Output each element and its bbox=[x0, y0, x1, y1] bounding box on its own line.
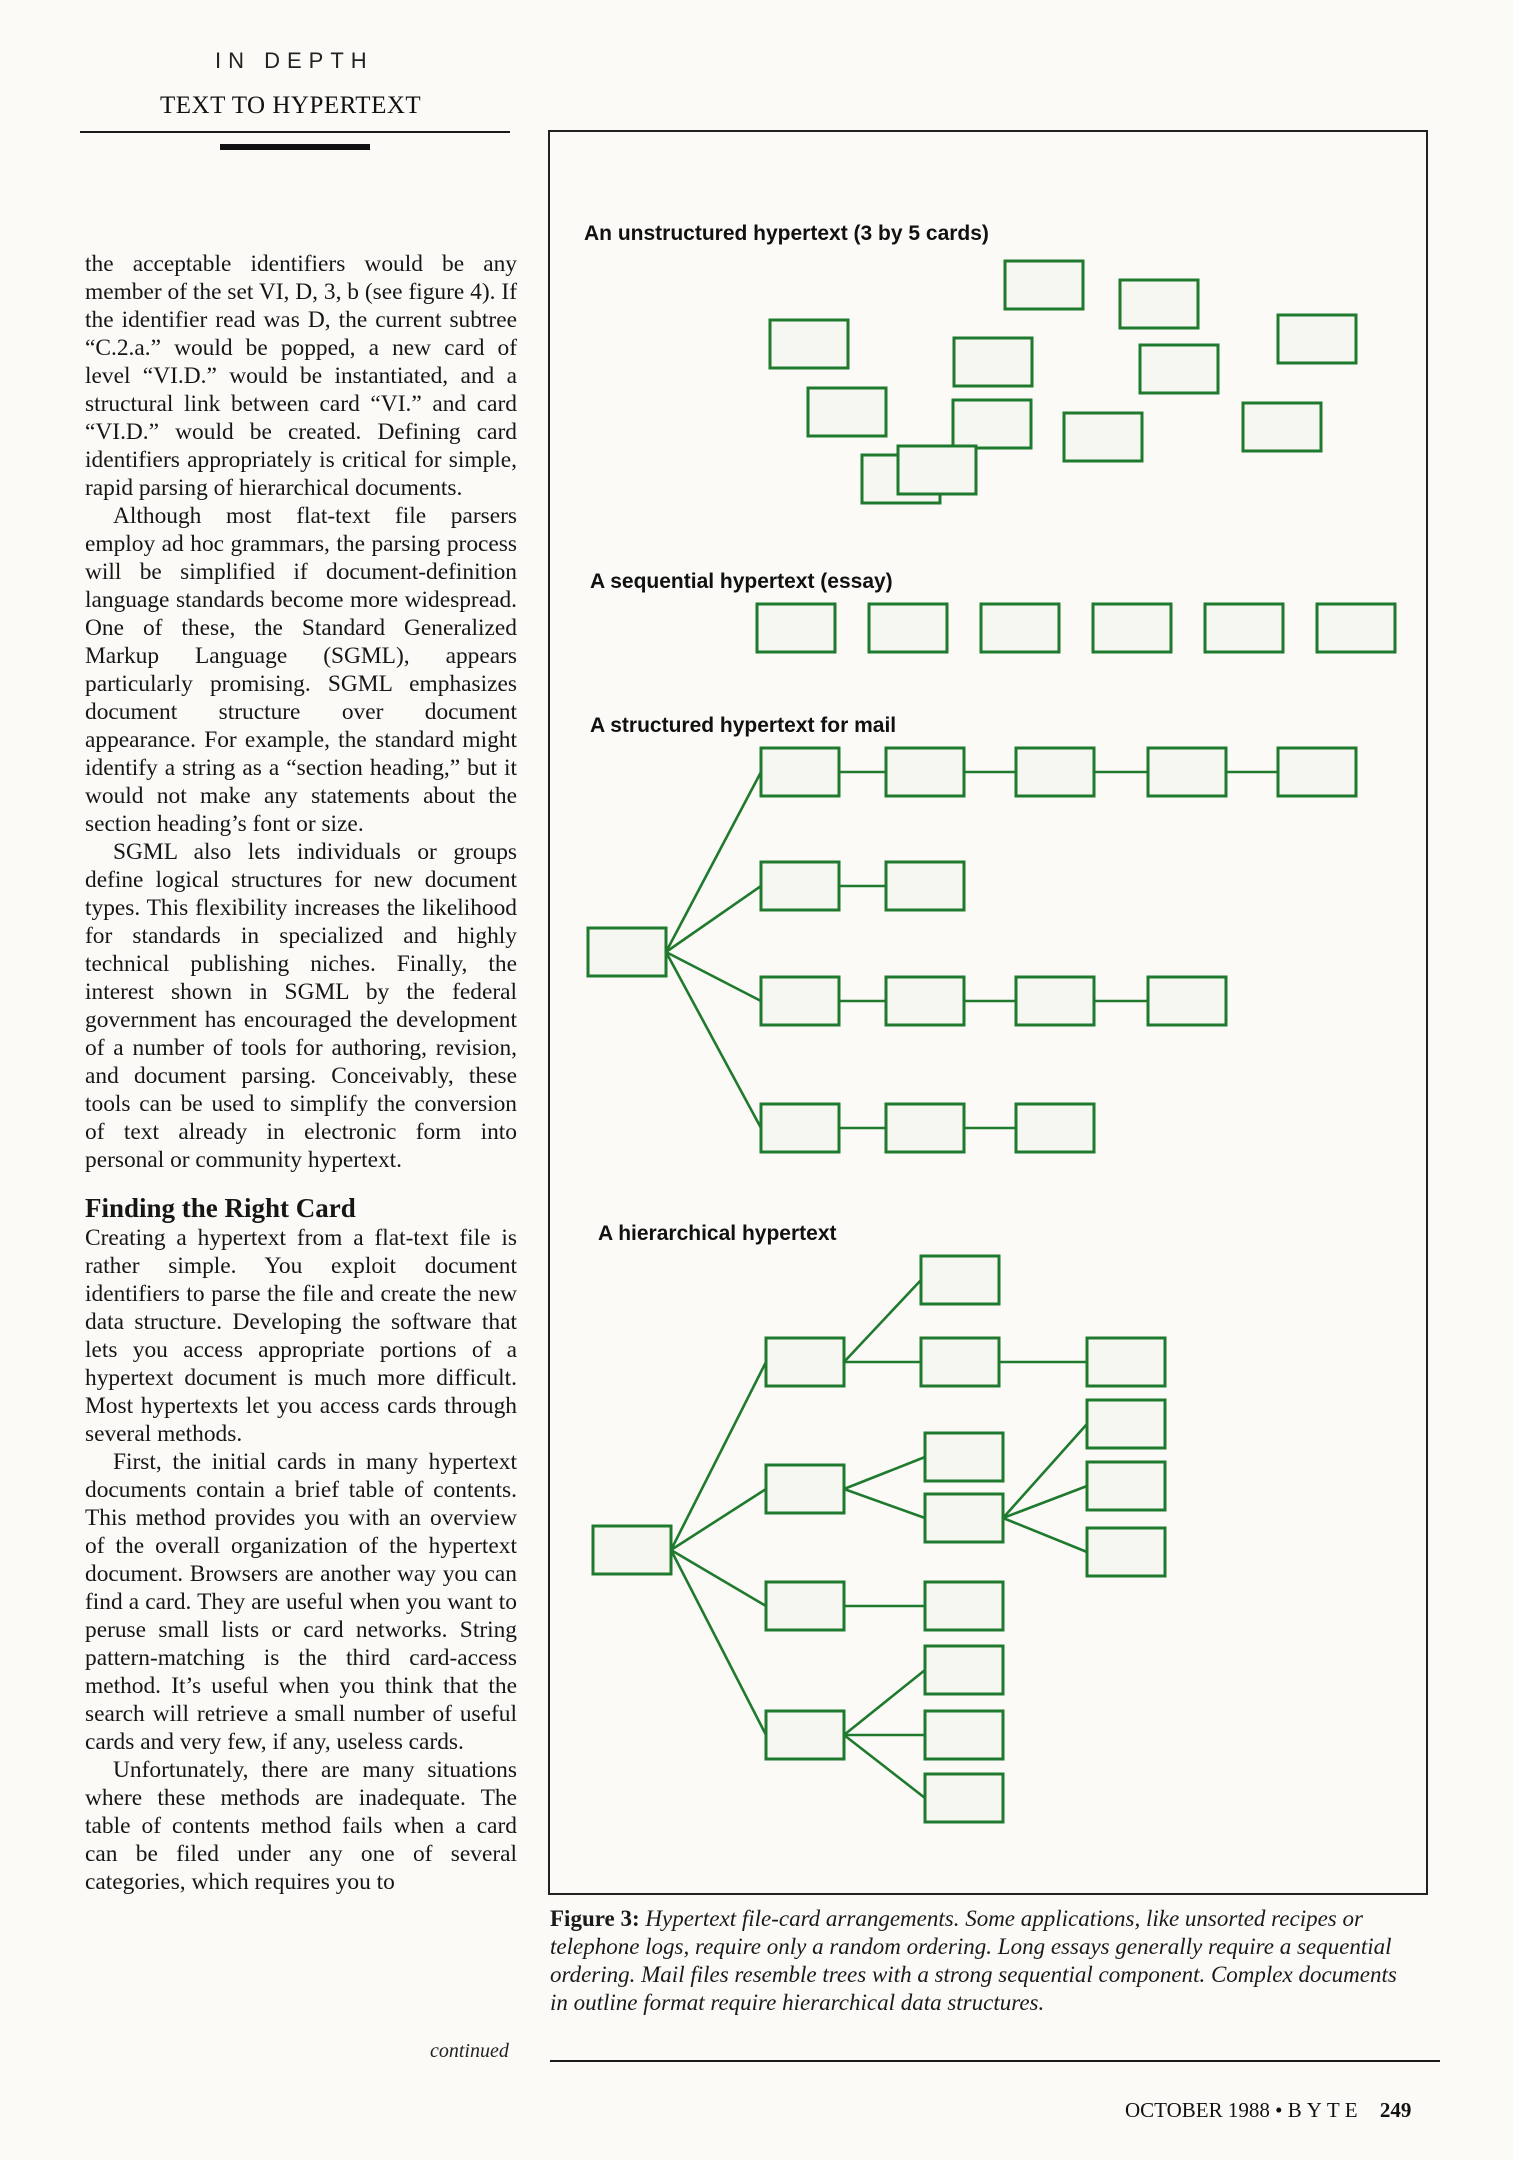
hierarchical-tree bbox=[593, 1256, 1165, 1822]
link bbox=[666, 772, 761, 952]
sequential-cards bbox=[757, 604, 1395, 652]
label-hierarchical: A hierarchical hypertext bbox=[598, 1222, 837, 1245]
card bbox=[766, 1582, 844, 1630]
card bbox=[981, 604, 1059, 652]
card bbox=[761, 862, 839, 910]
card bbox=[925, 1433, 1003, 1481]
card bbox=[766, 1465, 844, 1513]
continued-note: continued bbox=[430, 2040, 509, 2062]
subheading: Finding the Right Card bbox=[85, 1193, 356, 1223]
card bbox=[1278, 748, 1356, 796]
link bbox=[671, 1362, 766, 1550]
card bbox=[953, 400, 1031, 448]
card bbox=[761, 748, 839, 796]
card bbox=[921, 1338, 999, 1386]
footer-date: OCTOBER 1988 • bbox=[1125, 2098, 1283, 2122]
card bbox=[1087, 1400, 1165, 1448]
card bbox=[1278, 315, 1356, 363]
label-unstructured: An unstructured hypertext (3 by 5 cards) bbox=[584, 222, 989, 245]
card bbox=[1064, 413, 1142, 461]
card bbox=[1093, 604, 1171, 652]
card bbox=[1016, 748, 1094, 796]
card bbox=[757, 604, 835, 652]
card bbox=[1243, 403, 1321, 451]
card bbox=[770, 320, 848, 368]
card bbox=[921, 1256, 999, 1304]
footer-magazine: BYTE bbox=[1287, 2098, 1363, 2122]
card bbox=[588, 928, 666, 976]
link bbox=[844, 1280, 921, 1362]
paragraph-1: the acceptable identifiers would be any member of the set VI, D, 3, b (see figure 4). If the identifier read was D, the current subtree “C.2.a.” would be popped, a new card of level “VI.D.” would be instantiated, and a structural link between card “VI.” and card “VI.D.” would be created. Defining card identifiers appropriately is critical for simple, rapid parsing of hierarchical documents. bbox=[85, 251, 517, 501]
card bbox=[1016, 977, 1094, 1025]
section-title: TEXT TO HYPERTEXT bbox=[160, 92, 422, 119]
link bbox=[844, 1670, 925, 1735]
footer-rule bbox=[550, 2060, 1440, 2062]
caption-text: Hypertext file-card arrangements. Some applications, like unsorted recipes or telephone logs, require only a random ordering. Long essays generally require a sequential ordering. Mail files resemble trees with a strong sequential component. Complex documents in outline format require hierarchical data structures. bbox=[550, 1906, 1397, 2015]
paragraph-6: Unfortunately, there are many situations where these methods are inadequate. The table of contents method fails when a card can be filed under any one of several categories, which requires you to bbox=[85, 1757, 517, 1895]
card bbox=[886, 862, 964, 910]
paragraph-3: SGML also lets individuals or groups define logical structures for new document types. This flexibility increases the likelihood for standards in specialized and highly technical publishing niches. Finally, the interest shown in SGML by the federal government has encouraged the development of a number of tools for authoring, revision, and document parsing. Conceivably, these tools can be used to simplify the conversion of text already in electronic form into personal or community hypertext. bbox=[85, 839, 517, 1173]
paragraph-5: First, the initial cards in many hypertext documents contain a brief table of contents. This method provides you with an overview of the overall organization of the hypertext document. Browsers are another way you can find a card. They are useful when you want to peruse small lists or card networks. String pattern-matching is the third card-access method. It’s useful when you think that the search will retrieve a small number of useful cards and very few, if any, useless cards. bbox=[85, 1449, 517, 1755]
page-number: 249 bbox=[1379, 2098, 1412, 2122]
link bbox=[666, 952, 761, 1128]
figure-caption bbox=[550, 1905, 1405, 2017]
card bbox=[1087, 1528, 1165, 1576]
card bbox=[886, 748, 964, 796]
label-mail: A structured hypertext for mail bbox=[590, 714, 897, 737]
mail-tree bbox=[588, 748, 1356, 1152]
card bbox=[1148, 748, 1226, 796]
card bbox=[1205, 604, 1283, 652]
unstructured-cards bbox=[770, 261, 1356, 503]
card bbox=[1120, 280, 1198, 328]
card bbox=[1016, 1104, 1094, 1152]
card bbox=[925, 1774, 1003, 1822]
link bbox=[666, 886, 761, 952]
card bbox=[1148, 977, 1226, 1025]
card bbox=[925, 1582, 1003, 1630]
card bbox=[1140, 345, 1218, 393]
card bbox=[766, 1338, 844, 1386]
paragraph-4: Creating a hypertext from a flat-text file is rather simple. You exploit document identifiers to parse the file and create the new data structure. Developing the software that lets you access appropriate portions of a hypertext document is much more difficult. Most hypertexts let you access cards through several methods. bbox=[85, 1225, 517, 1447]
card bbox=[1317, 604, 1395, 652]
card bbox=[954, 338, 1032, 386]
card bbox=[1087, 1462, 1165, 1510]
card bbox=[1005, 261, 1083, 309]
card bbox=[886, 1104, 964, 1152]
card bbox=[869, 604, 947, 652]
card bbox=[761, 1104, 839, 1152]
card bbox=[925, 1711, 1003, 1759]
card bbox=[898, 446, 976, 494]
paragraph-2: Although most flat-text file parsers employ ad hoc grammars, the parsing process will be simplified if document-definition language standards become more widespread. One of these, the Standard Generalized Markup Language (SGML), appears particularly promising. SGML emphasizes document structure over document appearance. For example, the standard might identify a string as a “section heading,” but it would not make any statements about the section heading’s font or size. bbox=[85, 503, 517, 837]
link bbox=[844, 1735, 925, 1798]
caption-label: Figure 3: bbox=[550, 1906, 640, 1931]
card bbox=[761, 977, 839, 1025]
card bbox=[593, 1526, 671, 1574]
card bbox=[925, 1646, 1003, 1694]
section-kicker: IN DEPTH bbox=[215, 48, 374, 73]
label-sequential: A sequential hypertext (essay) bbox=[590, 570, 893, 593]
link bbox=[844, 1489, 925, 1518]
link bbox=[1003, 1424, 1087, 1518]
page-footer bbox=[1125, 2098, 1411, 2123]
card bbox=[925, 1494, 1003, 1542]
card bbox=[886, 977, 964, 1025]
card bbox=[1087, 1338, 1165, 1386]
link bbox=[844, 1457, 925, 1489]
link bbox=[1003, 1518, 1087, 1552]
card bbox=[766, 1711, 844, 1759]
card bbox=[808, 388, 886, 436]
